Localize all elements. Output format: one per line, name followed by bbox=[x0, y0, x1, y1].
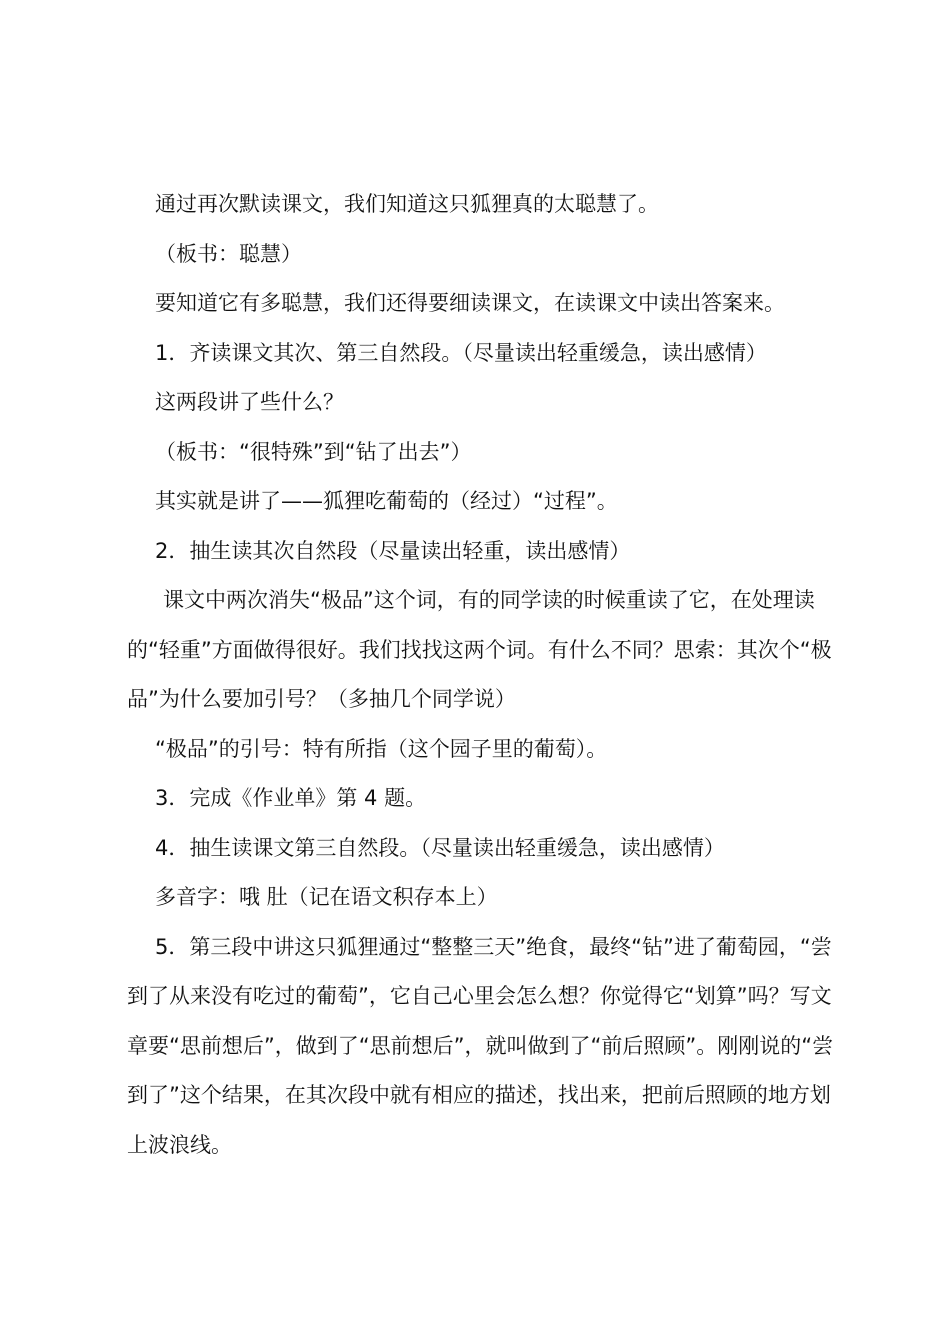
paragraph-step-1: 1．齐读课文其次、第三自然段。（尽量读出轻重缓急，读出感情） bbox=[155, 340, 767, 365]
paragraph-step-4: 4．抽生读课文第三自然段。（尽量读出轻重缓急，读出感情） bbox=[155, 835, 725, 860]
document-body bbox=[127, 180, 839, 1170]
paragraph-question: 这两段讲了些什么？ bbox=[155, 390, 344, 414]
paragraph-close-reading: 要知道它有多聪慧，我们还得要细读课文，在读课文中读出答案来。 bbox=[155, 291, 785, 315]
paragraph-board-note-1: （板书：聪慧） bbox=[155, 241, 302, 266]
paragraph-board-note-2: （板书：“很特殊”到“钻了出去”） bbox=[155, 439, 472, 464]
paragraph-step-3: 3．完成《作业单》第 4 题。 bbox=[155, 786, 427, 810]
paragraph-step-5: 5．第三段中讲这只狐狸通过“整整三天”绝食，最终“钻”进了葡萄园，“尝到了从来没有吃过的葡萄”，它自己心里会怎么想？你觉得它“划算”吗？写文章要“思前想后”，做到了“思前想后”，就叫做到了“前后照顾”。刚刚说的“尝到了”这个结果，在其次段中就有相应的描述，找出来，把前后照顾的地方划上波浪线。 bbox=[127, 934, 834, 1157]
paragraph-summary: 其实就是讲了——狐狸吃葡萄的（经过）“过程”。 bbox=[155, 489, 618, 513]
paragraph-jipin-discussion: 课文中两次消失“极品”这个词，有的同学读的时候重读了它，在处理读的“轻重”方面做得很好。我们找找这两个词。有什么不同？思索：其次个“极品”为什么要加引号？（多抽几个同学说） bbox=[127, 588, 832, 711]
paragraph-polyphone: 多音字：哦 肚（记在语文积存本上） bbox=[155, 885, 498, 909]
paragraph-quotation-note: “极品”的引号：特有所指（这个园子里的葡萄）。 bbox=[155, 736, 608, 761]
paragraph-step-2: 2．抽生读其次自然段（尽量读出轻重，读出感情） bbox=[155, 538, 631, 563]
paragraph-intro: 通过再次默读课文，我们知道这只狐狸真的太聪慧了。 bbox=[155, 192, 659, 216]
